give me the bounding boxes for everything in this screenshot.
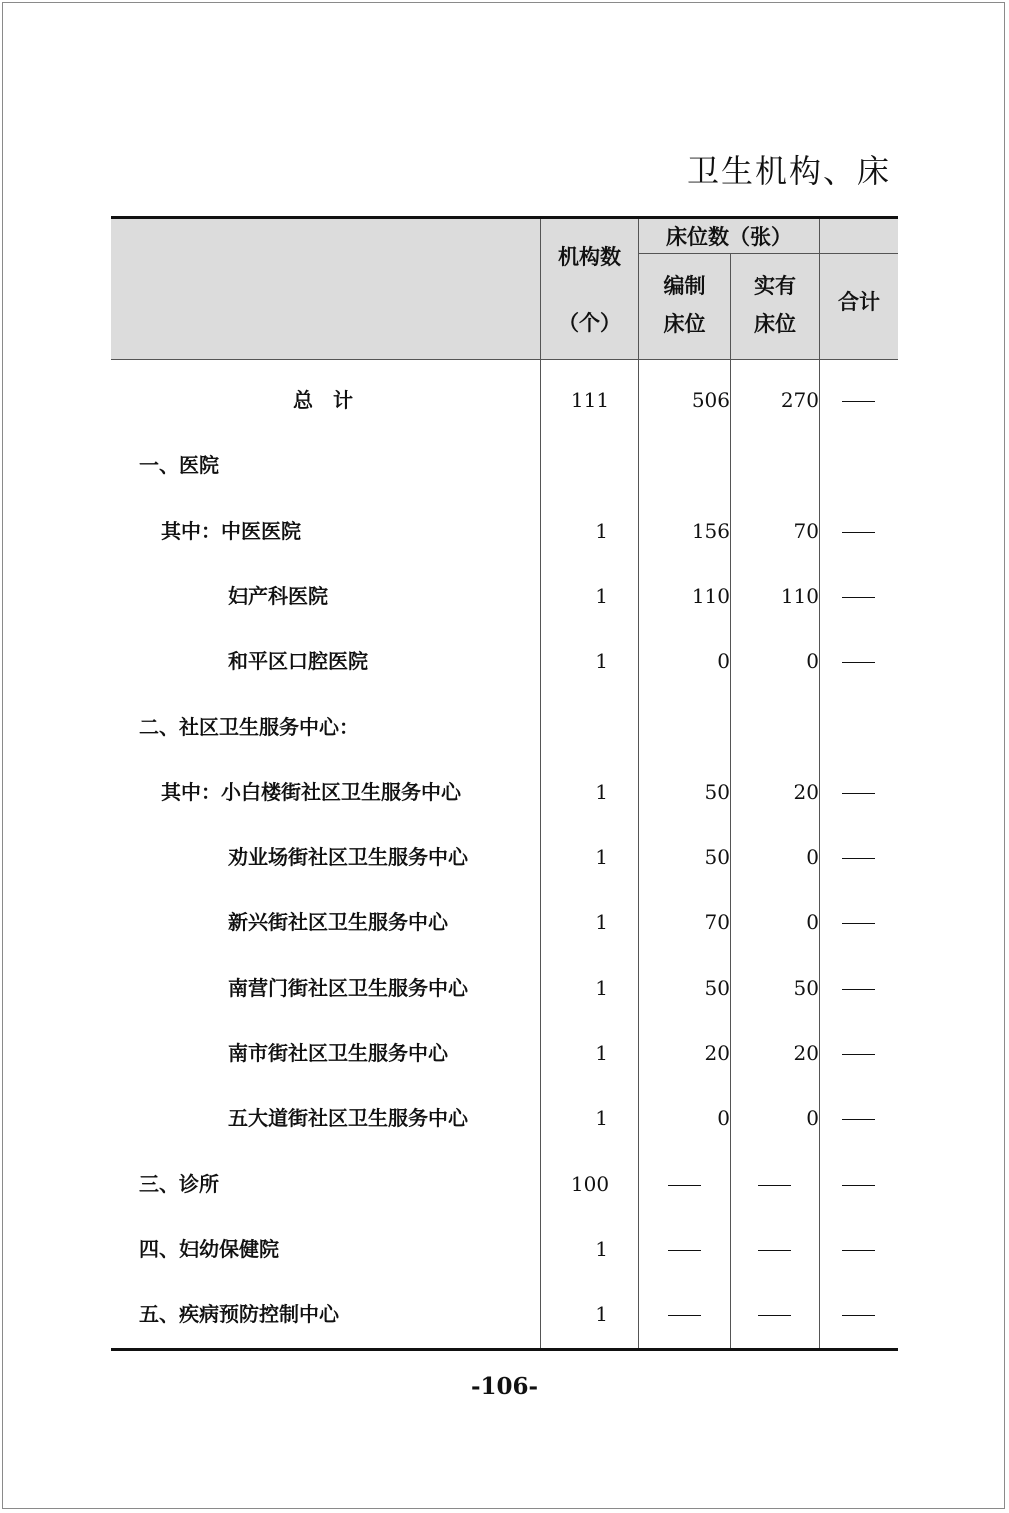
total-cell xyxy=(819,902,898,942)
shiyou-beds-cell xyxy=(730,1164,819,1204)
row-label: 一、医院 xyxy=(139,453,219,478)
org-count-cell: 1 xyxy=(595,518,608,543)
table-row xyxy=(111,576,898,616)
dash-mark xyxy=(842,989,875,990)
total-cell xyxy=(819,1294,898,1334)
table-row xyxy=(111,1164,898,1204)
shiyou-beds-cell: 0 xyxy=(806,845,819,870)
dash-mark xyxy=(842,597,875,598)
row-label: 其中：小白楼街社区卫生服务中心 xyxy=(161,779,461,804)
header-heji: 合计 xyxy=(838,289,880,314)
total-cell xyxy=(819,380,898,420)
total-cell xyxy=(819,772,898,812)
dash-mark xyxy=(842,1250,875,1251)
statistics-table xyxy=(111,216,898,1352)
total-cell xyxy=(819,1164,898,1204)
dash-mark xyxy=(842,1315,875,1316)
total-cell xyxy=(819,1229,898,1269)
bianzhi-beds-cell: 0 xyxy=(717,649,730,674)
header-bianzhi-2: 床位 xyxy=(663,311,706,336)
dash-mark xyxy=(758,1250,791,1251)
row-label: 新兴街社区卫生服务中心 xyxy=(228,910,448,935)
table-row xyxy=(111,1033,898,1073)
header-org-count: 机构数 xyxy=(558,244,621,269)
shiyou-beds-cell xyxy=(730,1229,819,1269)
shiyou-beds-cell: 20 xyxy=(793,1041,819,1065)
org-count-cell: 1 xyxy=(595,649,608,674)
total-cell xyxy=(819,511,898,551)
bianzhi-beds-cell: 156 xyxy=(691,518,730,543)
shiyou-beds-cell: 70 xyxy=(793,518,819,543)
total-cell xyxy=(819,1033,898,1073)
page-title: 卫生机构、床 xyxy=(686,152,891,190)
dash-mark xyxy=(842,793,875,794)
table-row xyxy=(111,707,898,747)
table-row xyxy=(111,902,898,942)
dash-mark xyxy=(668,1315,701,1316)
table-row xyxy=(111,1098,898,1138)
total-cell xyxy=(819,837,898,877)
header-org-unit: （个） xyxy=(558,310,621,335)
row-label: 五、疾病预防控制中心 xyxy=(139,1302,339,1327)
bianzhi-beds-cell xyxy=(638,1164,730,1204)
row-label: 其中：中医医院 xyxy=(161,518,301,543)
org-count-cell: 1 xyxy=(595,583,608,608)
dash-mark xyxy=(668,1185,701,1186)
org-count-cell: 111 xyxy=(570,388,610,412)
shiyou-beds-cell: 0 xyxy=(806,910,819,935)
dash-mark xyxy=(842,401,875,402)
shiyou-beds-cell: 20 xyxy=(793,779,819,804)
bianzhi-beds-cell: 0 xyxy=(717,1106,730,1131)
org-count-cell: 1 xyxy=(595,1302,608,1327)
bianzhi-beds-cell xyxy=(638,1229,730,1269)
dash-mark xyxy=(842,858,875,859)
bianzhi-beds-cell: 50 xyxy=(704,975,730,1000)
shiyou-beds-cell: 110 xyxy=(780,583,819,608)
row-label: 南市街社区卫生服务中心 xyxy=(228,1041,448,1065)
org-count-cell: 100 xyxy=(570,1171,610,1196)
table-row xyxy=(111,772,898,812)
table-row xyxy=(111,511,898,551)
table-row xyxy=(111,1229,898,1269)
shiyou-beds-cell: 0 xyxy=(806,649,819,674)
bianzhi-beds-cell: 70 xyxy=(704,910,730,935)
total-cell xyxy=(819,576,898,616)
org-count-cell: 1 xyxy=(595,975,608,1000)
org-count-cell: 1 xyxy=(595,910,608,935)
table-row xyxy=(111,837,898,877)
row-label: 五大道街社区卫生服务中心 xyxy=(228,1106,468,1131)
bianzhi-beds-cell: 506 xyxy=(691,388,730,412)
dash-mark xyxy=(842,1185,875,1186)
dash-mark xyxy=(668,1250,701,1251)
header-shiyou-1: 实有 xyxy=(754,273,796,298)
dash-mark xyxy=(842,923,875,924)
shiyou-beds-cell: 50 xyxy=(793,975,819,1000)
row-label: 南营门街社区卫生服务中心 xyxy=(228,975,468,1000)
dash-mark xyxy=(758,1315,791,1316)
dash-mark xyxy=(842,532,875,533)
row-label: 和平区口腔医院 xyxy=(228,649,368,674)
table-row xyxy=(111,641,898,681)
shiyou-beds-cell: 0 xyxy=(806,1106,819,1131)
shiyou-beds-cell xyxy=(730,1294,819,1334)
table-row xyxy=(111,1294,898,1334)
dash-mark xyxy=(842,1054,875,1055)
dash-mark xyxy=(842,1119,875,1120)
bianzhi-beds-cell: 50 xyxy=(704,779,730,804)
shiyou-beds-cell: 270 xyxy=(780,388,819,412)
header-bottom-rule xyxy=(111,359,898,360)
org-count-cell: 1 xyxy=(595,845,608,870)
dash-mark xyxy=(758,1185,791,1186)
total-cell xyxy=(819,1098,898,1138)
page-number: -106- xyxy=(470,1373,539,1400)
table-bottom-rule xyxy=(111,1348,898,1351)
row-label: 二、社区卫生服务中心： xyxy=(139,714,359,739)
bianzhi-beds-cell: 50 xyxy=(704,845,730,870)
bianzhi-beds-cell: 20 xyxy=(704,1041,730,1065)
total-cell xyxy=(819,968,898,1008)
org-count-cell: 1 xyxy=(595,1041,608,1065)
org-count-cell: 1 xyxy=(595,1236,608,1261)
row-label: 劝业场街社区卫生服务中心 xyxy=(228,845,468,870)
org-count-cell: 1 xyxy=(595,779,608,804)
bianzhi-beds-cell: 110 xyxy=(691,583,730,608)
dash-mark xyxy=(842,662,875,663)
table-row xyxy=(111,968,898,1008)
total-cell xyxy=(819,641,898,681)
table-row xyxy=(111,445,898,485)
row-label: 四、妇幼保健院 xyxy=(139,1236,279,1261)
header-beds-group: 床位数（张） xyxy=(666,224,792,249)
header-bianzhi-1: 编制 xyxy=(663,273,706,298)
table-row xyxy=(111,380,898,420)
bianzhi-beds-cell xyxy=(638,1294,730,1334)
row-label: 三、诊所 xyxy=(139,1171,219,1196)
header-shiyou-2: 床位 xyxy=(754,311,796,336)
row-label: 妇产科医院 xyxy=(228,583,328,608)
org-count-cell: 1 xyxy=(595,1106,608,1131)
row-label: 总 计 xyxy=(293,388,353,412)
